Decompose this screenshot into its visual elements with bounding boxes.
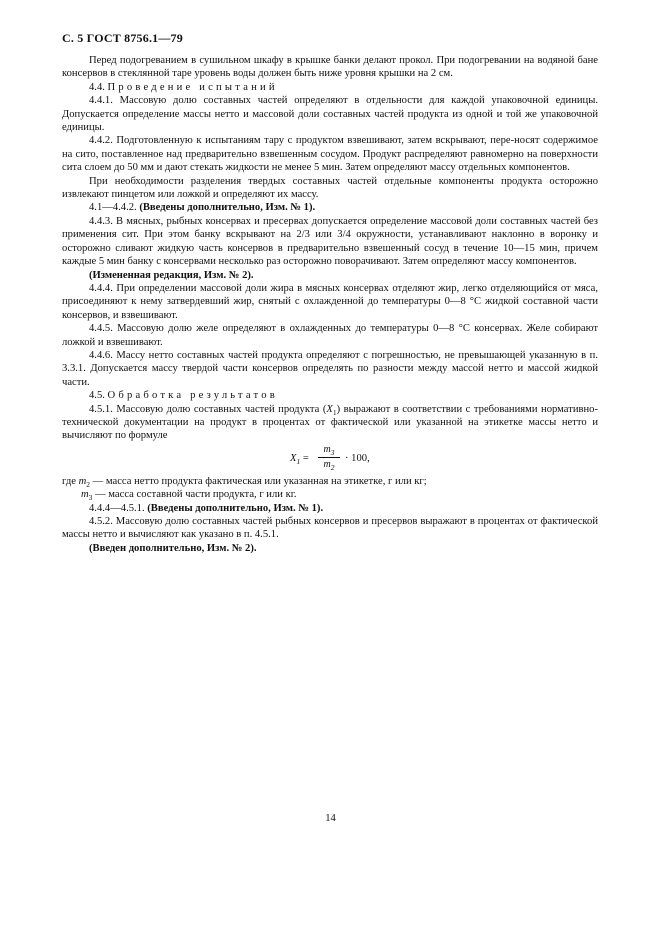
amendment-range: 4.1—4.4.2.	[89, 202, 137, 214]
amendment-note-4-1-4-4-2	[62, 201, 598, 214]
section-number: 4.4.	[89, 81, 105, 93]
amendment-note-4-4-3: (Измененная редакция, Изм. № 2).	[89, 269, 254, 281]
paragraph-intro: Перед подогреванием в сушильном шкафу в крышке банки делают прокол. При подогревании на водяной бане консервов в стеклянной таре уровень воды должен быть ниже уровня крышки на 2 см.	[62, 55, 598, 80]
section-title: Проведение испытаний	[107, 81, 278, 93]
section-title: Обработка результатов	[107, 390, 278, 402]
section-heading-4-4	[62, 81, 598, 94]
section-heading-4-5	[62, 389, 598, 402]
formula-fraction: $m_3$ $m_2$	[318, 444, 340, 471]
paragraph-4-4-5: 4.4.5. Массовую долю желе определяют в охлажденных до температуры 0—8 °С консервах. Желе собирают ложкой и взвешивают.	[62, 323, 598, 348]
paragraph-4-5-1: 4.5.1. Массовую долю составных частей продукта $(X_1)$ выражают в соответствии с требованиями нормативно-технической документации на продукт в процентах от фактической или указанной на этикетке массы нетто и вычисляют по формуле	[62, 403, 598, 442]
paragraph-4-4-2-continued: При необходимости разделения твердых составных частей отдельные компоненты продукта осторожно извлекают пинцетом или ложкой и определяют их массу.	[62, 175, 598, 201]
amendment-range: 4.4.4—4.5.1.	[89, 502, 145, 514]
amendment-text: (Введены дополнительно, Изм. № 1).	[139, 202, 316, 214]
paragraph-4-5-2: 4.5.2. Массовую долю составных частей рыбных консервов и пресервов выражают в процентах от фактической массы нетто и вычисляют как указано в п. 4.5.1.	[62, 516, 598, 541]
paragraph-4-4-6: 4.4.6. Массу нетто составных частей продукта определяют с погрешностью, не превышающей указанную в п. 3.3.1. Допускается массу твердой части консервов определять по разности между массой нетто и массой жидкой части.	[62, 349, 598, 388]
document-body	[62, 54, 598, 555]
formula-x1: $X_1$ = $m_3$ $m_2$ · 100,	[290, 443, 370, 472]
paragraph-4-4-1: 4.4.1. Массовую долю составных частей определяют в отдельности для каждой упаковочной единицы. Допускается определение массы нетто и массовой доли составных частей продукта из одной и той же упаковочной единицы.	[62, 95, 598, 134]
variable-definition-m3: $m_3$ — масса составной части продукта, г или кг.	[81, 489, 297, 503]
paragraph-4-4-4: 4.4.4. При определении массовой доли жира в мясных консервах отделяют жир, легко отделяющийся от мяса, присоединяют к нему затвердевший жир, снятый с охлажденной до температуры 0—8 °С жидкой составной части консервов, и взвешивают.	[62, 282, 598, 321]
amendment-note-4-4-4-4-5-1	[62, 502, 598, 515]
paragraph-4-4-3: 4.4.3. В мясных, рыбных консервах и пресервах допускается определение массовой доли составных частей без применения сит. При этом банку вскрывают на 2/3 или 3/4 окружности, устанавливают наклонно в воронку и осторожно сливают жидкую часть консервов в предварительно взвешенный сосуд в течение 10—15 мин, причем каждые 5 мин банку с консервами несколько раз осторожно поворачивают. Затем определяют массу компонентов.	[62, 215, 598, 268]
fraction-bar	[318, 457, 340, 458]
page-number: 14	[325, 813, 336, 824]
page-header: С. 5 ГОСТ 8756.1—79	[62, 31, 183, 45]
amendment-note-4-5-2: (Введен дополнительно, Изм. № 2).	[89, 542, 257, 554]
amendment-text: (Введены дополнительно, Изм. № 1).	[147, 502, 324, 514]
variable-definition-m2: где $m_2$ — масса нетто продукта фактическая или указанная на этикетке, г или кг;	[62, 475, 427, 489]
paragraph-4-4-2: 4.4.2. Подготовленную к испытаниям тару с продуктом взвешивают, затем вскрывают, пере-носят содержимое на сито, поставленное над предварительно взвешенным сосудом. Продукт распределяют равномерно на поверхности сита слоем до 50 мм и дают стекать жидкости не менее 5 мин. Затем определяют массу отдельных компонентов.	[62, 135, 598, 174]
section-number: 4.5.	[89, 390, 105, 402]
